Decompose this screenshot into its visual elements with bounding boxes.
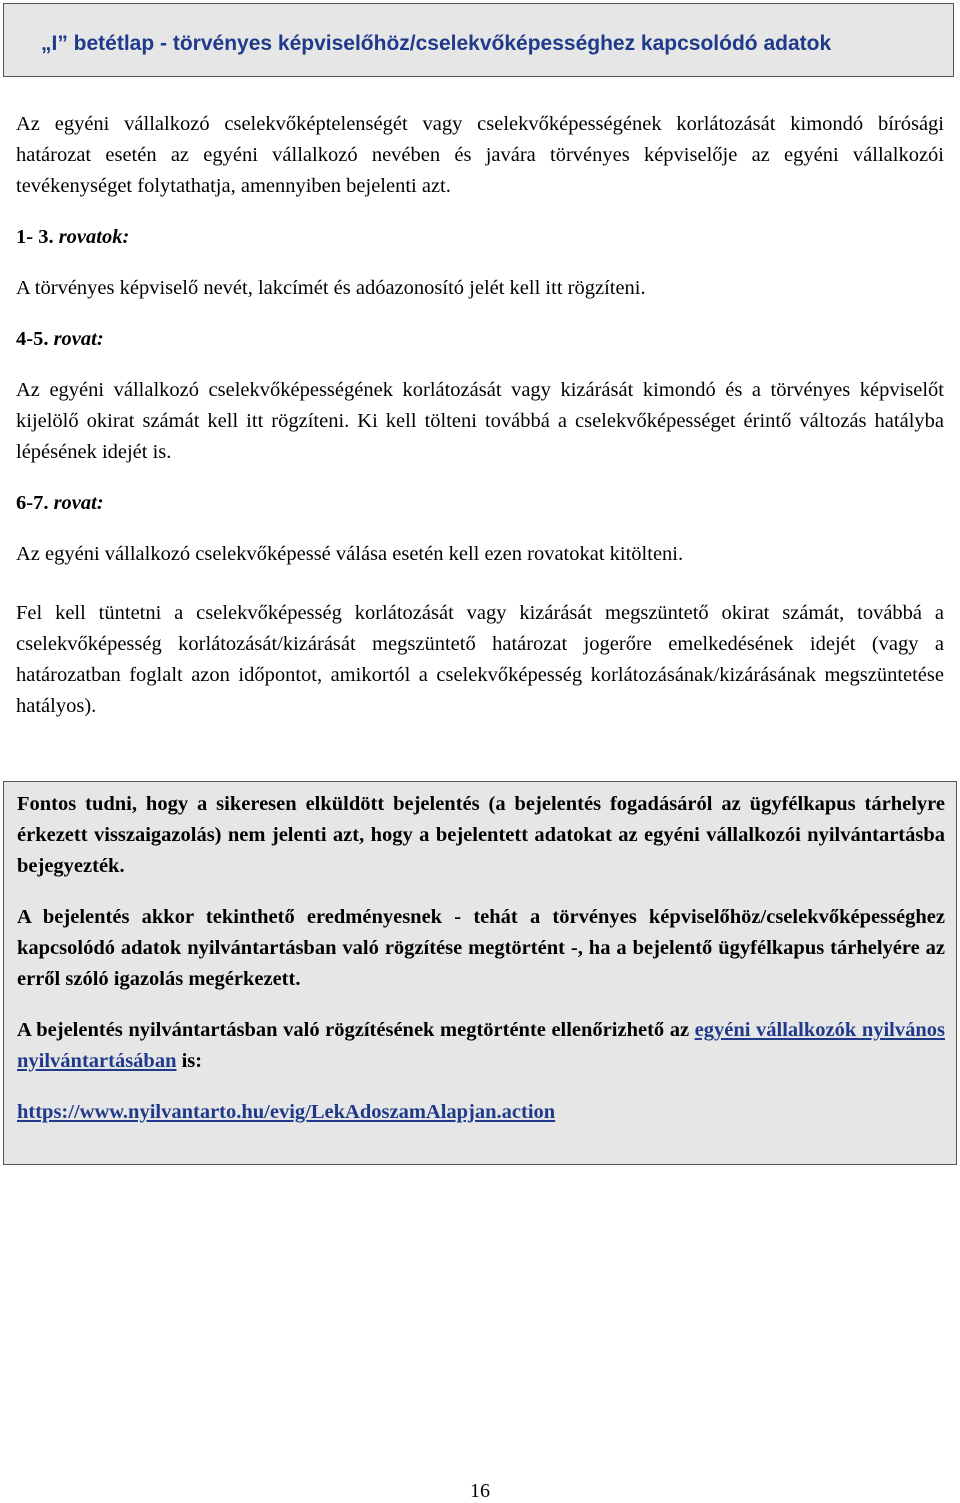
section-heading-number: 6-7. <box>16 492 54 514</box>
document-body <box>16 109 944 722</box>
section-paragraph: Fel kell tüntetni a cselekvőképesség korlátozását vagy kizárását megszüntető okirat számát, továbbá a cselekvőképesség korlátozását/kizárását megszüntető határozat jogerőre emelkedésének idejét (vagy a határozatban foglalt azon időpontot, amikortól a cselekvőképesség korlátozásának/kizárásának megszüntetése hatályos). <box>16 602 944 717</box>
page-title: „I” betétlap - törvényes képviselőhöz/cselekvőképességhez kapcsolódó adatok <box>41 32 832 55</box>
notice-text: A bejelentés nyilvántartásban való rögzítésének megtörténte ellenőrizhető az <box>17 1019 695 1041</box>
page-number: 16 <box>470 1480 490 1502</box>
notice-text: is: <box>176 1050 203 1072</box>
section-heading-number: 4-5. <box>16 328 54 350</box>
section-heading-6-7 <box>16 488 944 519</box>
title-box <box>3 3 954 77</box>
notice-paragraph <box>17 1097 945 1128</box>
section-paragraph: Az egyéni vállalkozó cselekvőképessé válása esetén kell ezen rovatokat kitölteni. <box>16 543 684 565</box>
registry-link[interactable]: egyéni vállalkozók nyilvános nyilvántartásában <box>17 1019 945 1072</box>
notice-paragraph: A bejelentés akkor tekinthető eredményesnek - tehát a törvényes képviselőhöz/cselekvőképességhez kapcsolódó adatok nyilvántartásban való rögzítése megtörtént -, ha a bejelentő ügyfélkapus tárhelyére az erről szóló igazolás megérkezett. <box>17 906 945 990</box>
notice-box <box>3 781 957 1165</box>
section-paragraph: Az egyéni vállalkozó cselekvőképességének korlátozását vagy kizárását kimondó és a törvényes képviselőt kijelölő okirat számát kell itt rögzíteni. Ki kell tölteni továbbá a cselekvőképességet érintő változás hatályba lépésének idejét is. <box>16 379 944 463</box>
section-heading-4-5 <box>16 324 944 355</box>
notice-content <box>17 789 945 1128</box>
section-heading-number: 1- 3. <box>16 226 59 248</box>
notice-paragraph <box>17 1015 945 1077</box>
section-paragraph: A törvényes képviselő nevét, lakcímét és adóazonosító jelét kell itt rögzíteni. <box>16 277 646 299</box>
section-heading-label: rovat: <box>53 492 104 514</box>
registry-url-link[interactable]: https://www.nyilvantarto.hu/evig/LekAdoszamAlapjan.action <box>17 1101 556 1123</box>
section-heading-label: rovatok: <box>58 226 130 248</box>
section-heading-label: rovat: <box>53 328 104 350</box>
section-heading-1-3 <box>16 222 944 253</box>
notice-paragraph: Fontos tudni, hogy a sikeresen elküldött bejelentés (a bejelentés fogadásáról az ügyfélkapus tárhelyre érkezett visszaigazolás) nem jelenti azt, hogy a bejelentett adatokat az egyéni vállalkozói nyilvántartásba bejegyezték. <box>17 793 945 877</box>
intro-paragraph: Az egyéni vállalkozó cselekvőképtelenségét vagy cselekvőképességének korlátozását kimondó bírósági határozat esetén az egyéni vállalkozó nevében és javára törvényes képviselője az egyéni vállalkozói tevékenységet folytathatja, amennyiben bejelenti azt. <box>16 113 944 197</box>
